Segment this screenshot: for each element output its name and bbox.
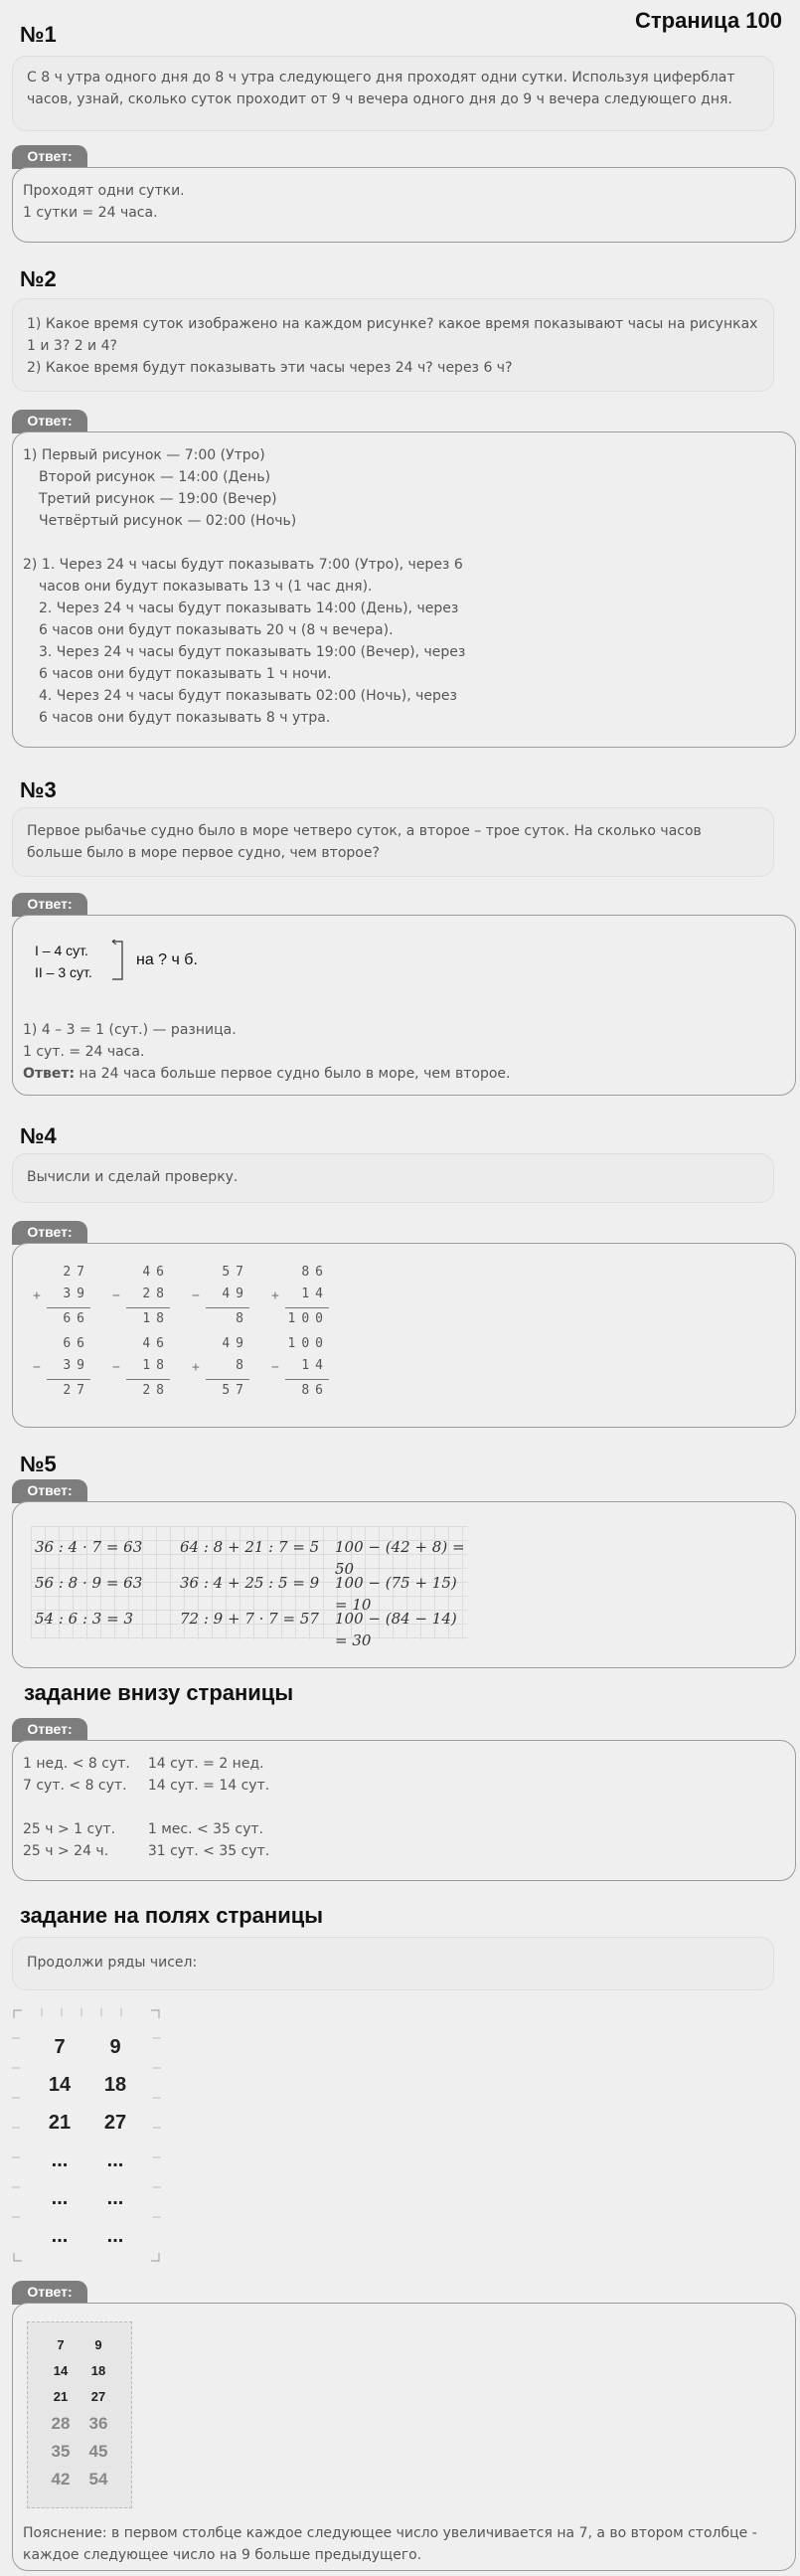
expression: 100 − (84 − 14) = 30 [335, 1610, 457, 1649]
series-number: ... [51, 2186, 69, 2209]
series-row [32, 2217, 143, 2255]
series-number: 28 [51, 2414, 71, 2433]
operand: 49 [222, 1287, 249, 1301]
result: 86 [301, 1383, 329, 1398]
series-number: ... [106, 2186, 124, 2209]
task-5-answer-tab: Ответ: [12, 1479, 87, 1503]
result: 100 [287, 1311, 329, 1326]
operation-sign: + [33, 1288, 41, 1303]
result: 27 [63, 1383, 90, 1398]
comparison-cell: 31 сут. < 35 сут. [147, 1843, 270, 1859]
task-1-heading: №1 [20, 22, 57, 47]
comparison-cell [23, 1797, 148, 1818]
result: 18 [142, 1311, 170, 1326]
comparison-cell [148, 1797, 287, 1818]
operand: 100 [287, 1336, 329, 1351]
series-row [32, 2066, 143, 2104]
answer-line: 6 часов они будут показывать 8 ч утра. [39, 710, 331, 726]
series-number: ... [51, 2148, 69, 2171]
answer-line: 2) 1. Через 24 ч часы будут показывать 7:00 (Утро), через 6 [23, 557, 463, 573]
expression: 36 : 4 · 7 = 63 [35, 1538, 143, 1556]
table-row [23, 1775, 287, 1797]
series-row [42, 2410, 117, 2438]
task-1-answer [12, 167, 796, 243]
margin-task-question [12, 1937, 774, 1990]
series-number: 14 [53, 2363, 69, 2378]
table-row [23, 1797, 287, 1818]
answer-line: 2. Через 24 ч часы будут показывать 14:00 (День), через [39, 601, 459, 616]
column-calc [192, 1333, 249, 1402]
expression: 36 : 4 + 25 : 5 = 9 [180, 1574, 320, 1592]
operand: 49 [222, 1336, 249, 1351]
task-1-question [12, 56, 774, 131]
comparison-cell: 14 сут. = 14 сут. [147, 1778, 270, 1794]
result: 28 [142, 1383, 170, 1398]
task-3-answer [12, 915, 796, 1096]
bottom-task-answer-tab: Ответ: [12, 1718, 87, 1742]
expression: 72 : 9 + 7 · 7 = 57 [180, 1610, 319, 1628]
margin-task-answer [12, 2303, 796, 2571]
operand: 14 [301, 1358, 329, 1373]
scheme [23, 928, 785, 997]
column-calc [33, 1262, 90, 1330]
task-1-question-text: С 8 ч утра одного дня до 8 ч утра следующего дня проходят одни сутки. Используя циферблат часов, узнай, сколько суток проходит от 9 ч вечера одного дня до 9 ч вечера следующего дня. [27, 70, 735, 107]
operand: 28 [142, 1287, 170, 1301]
series-number: 45 [88, 2442, 108, 2461]
series-row [42, 2466, 117, 2493]
table-row [23, 1818, 287, 1840]
explanation: Пояснение: в первом столбце каждое следующее число увеличивается на 7, а во втором столбце - каждое следующее число на 9 больше предыдущего. [23, 2525, 757, 2563]
final-answer-text: на 24 часа больше первое судно было в море, чем второе. [75, 1066, 511, 1082]
answer-line: Проходят одни сутки. [23, 183, 185, 199]
column-calc [112, 1333, 170, 1402]
series-row [42, 2438, 117, 2466]
task-2-heading: №2 [20, 266, 57, 291]
series-number: 36 [88, 2414, 108, 2433]
operation-sign: − [271, 1359, 279, 1375]
series-number: 27 [103, 2111, 127, 2134]
series-number: 7 [57, 2337, 65, 2352]
series-number: 14 [48, 2073, 72, 2096]
margin-task-heading: задание на полях страницы [20, 1903, 324, 1928]
task-3-question-text: Первое рыбачье судно было в море четверо суток, а второе – трое суток. На сколько часов больше было в море первое судно, чем второе? [27, 823, 702, 861]
series-row [32, 2142, 143, 2179]
operand: 86 [301, 1265, 329, 1280]
operation-sign: + [271, 1288, 279, 1303]
task-5-heading: №5 [20, 1452, 57, 1476]
result: 66 [63, 1311, 90, 1326]
comparison-cell: 1 мес. < 35 сут. [147, 1821, 264, 1837]
answer-series [42, 2332, 117, 2493]
operation-sign: − [192, 1288, 200, 1303]
series-number: 18 [103, 2073, 127, 2096]
expression: 100 − (42 + 8) = 50 [335, 1538, 465, 1578]
answer-line: Четвёртый рисунок — 02:00 (Ночь) [39, 513, 297, 529]
operation-sign: − [112, 1359, 120, 1375]
scheme-question: на ? ч б. [136, 951, 198, 968]
expression: 64 : 8 + 21 : 7 = 5 [180, 1538, 320, 1556]
bottom-task-answer [12, 1740, 796, 1881]
task-3-heading: №3 [20, 777, 57, 802]
answer-series-card [27, 2321, 132, 2508]
operand: 39 [63, 1287, 90, 1301]
series-number: 9 [109, 2035, 121, 2058]
answer-line: Второй рисунок — 14:00 (День) [39, 469, 271, 485]
task-2-answer-tab: Ответ: [12, 410, 87, 433]
result: 8 [236, 1311, 249, 1326]
bottom-task-heading: задание внизу страницы [24, 1680, 294, 1705]
question-line: 1) Какое время суток изображено на каждом рисунке? какое время показывают часы на рисунках 1 и 3? 2 и 4? [27, 316, 758, 354]
operation-sign: + [192, 1359, 200, 1375]
task-4-heading: №4 [20, 1123, 57, 1148]
solution-line: 1) 4 – 3 = 1 (сут.) — разница. [23, 1022, 237, 1038]
final-answer-label: Ответ: [23, 1066, 76, 1082]
answer-line: 1 сутки = 24 часа. [23, 205, 158, 221]
column-calc [33, 1333, 90, 1402]
series-row [42, 2358, 117, 2384]
task-4-answer-tab: Ответ: [12, 1221, 87, 1245]
operand: 46 [142, 1336, 170, 1351]
answer-line: Третий рисунок — 19:00 (Вечер) [39, 491, 277, 507]
operand: 46 [142, 1265, 170, 1280]
answer-line: часов они будут показывать 13 ч (1 час дня). [39, 579, 373, 595]
column-calc [192, 1262, 249, 1330]
answer-line: 3. Через 24 ч часы будут показывать 19:00 (Вечер), через [39, 644, 466, 660]
expression: 54 : 6 : 3 = 3 [35, 1610, 134, 1628]
series-number: ... [106, 2148, 124, 2171]
column-calculations [13, 1244, 795, 1427]
operand: 18 [142, 1358, 170, 1373]
column-calc [271, 1333, 329, 1402]
comparison-cell: 25 ч > 24 ч. [23, 1843, 109, 1859]
margin-task-answer-tab: Ответ: [12, 2281, 87, 2305]
number-series [32, 2028, 143, 2255]
series-row [42, 2384, 117, 2410]
series-number: 21 [53, 2389, 69, 2404]
operand: 14 [301, 1287, 329, 1301]
operation-sign: − [112, 1288, 120, 1303]
series-row [32, 2179, 143, 2217]
table-row [23, 1753, 287, 1775]
operation-sign: − [33, 1359, 41, 1375]
handwritten-notebook [31, 1526, 468, 1649]
expression: 56 : 8 · 9 = 63 [35, 1574, 143, 1592]
scheme-line-2: II – 3 сут. [35, 964, 92, 980]
comparison-cell: 7 сут. < 8 сут. [23, 1778, 127, 1794]
task-4-answer [12, 1243, 796, 1428]
task-3-question [12, 807, 774, 877]
operand: 27 [63, 1265, 90, 1280]
series-number: 18 [90, 2363, 106, 2378]
task-4-question [12, 1153, 774, 1203]
operand: 8 [236, 1358, 249, 1373]
table-row [23, 1840, 287, 1862]
series-number: 54 [88, 2470, 108, 2489]
question-line: 2) Какое время будут показывать эти часы через 24 ч? через 6 ч? [27, 360, 513, 376]
answer-line: 4. Через 24 ч часы будут показывать 02:00 (Ночь), через [39, 688, 457, 704]
comparison-cell: 1 нед. < 8 сут. [23, 1756, 130, 1772]
task-3-answer-tab: Ответ: [12, 893, 87, 917]
series-row [32, 2028, 143, 2066]
task-2-answer [12, 431, 796, 748]
task-4-question-text: Вычисли и сделай проверку. [27, 1169, 239, 1185]
comparison-table [23, 1753, 287, 1862]
column-calc [271, 1262, 329, 1330]
series-number: 7 [54, 2035, 66, 2058]
comparison-cell: 14 сут. = 2 нед. [147, 1756, 264, 1772]
series-row [32, 2104, 143, 2142]
operand: 39 [63, 1358, 90, 1373]
series-number: 35 [51, 2442, 71, 2461]
answer-line: 6 часов они будут показывать 20 ч (8 ч вечера). [39, 622, 394, 638]
margin-task-question-text: Продолжи ряды чисел: [27, 1955, 198, 1971]
final-answer [23, 1063, 785, 1085]
operand: 66 [63, 1336, 90, 1351]
series-number: ... [51, 2224, 69, 2247]
task-2-question [12, 298, 774, 392]
scheme-line-1: I – 4 сут. [35, 943, 88, 958]
number-series-card [12, 2008, 161, 2263]
column-calc [112, 1262, 170, 1330]
comparison-cell: 25 ч > 1 сут. [23, 1821, 116, 1837]
series-row [42, 2332, 117, 2358]
brace-icon [110, 940, 130, 983]
series-number: 9 [94, 2337, 102, 2352]
series-number: 21 [48, 2111, 72, 2134]
series-number: ... [106, 2224, 124, 2247]
task-1-answer-tab: Ответ: [12, 145, 87, 169]
solution-line: 1 сут. = 24 часа. [23, 1044, 145, 1060]
answer-line: 1) Первый рисунок — 7:00 (Утро) [23, 447, 265, 463]
series-number: 27 [90, 2389, 106, 2404]
page-title: Страница 100 [635, 8, 782, 33]
operand: 57 [222, 1265, 249, 1280]
answer-line: 6 часов они будут показывать 1 ч ночи. [39, 666, 332, 682]
series-number: 42 [51, 2470, 71, 2489]
expression: 100 − (75 + 15) = 10 [335, 1574, 457, 1614]
result: 57 [222, 1383, 249, 1398]
task-5-answer [12, 1501, 796, 1668]
